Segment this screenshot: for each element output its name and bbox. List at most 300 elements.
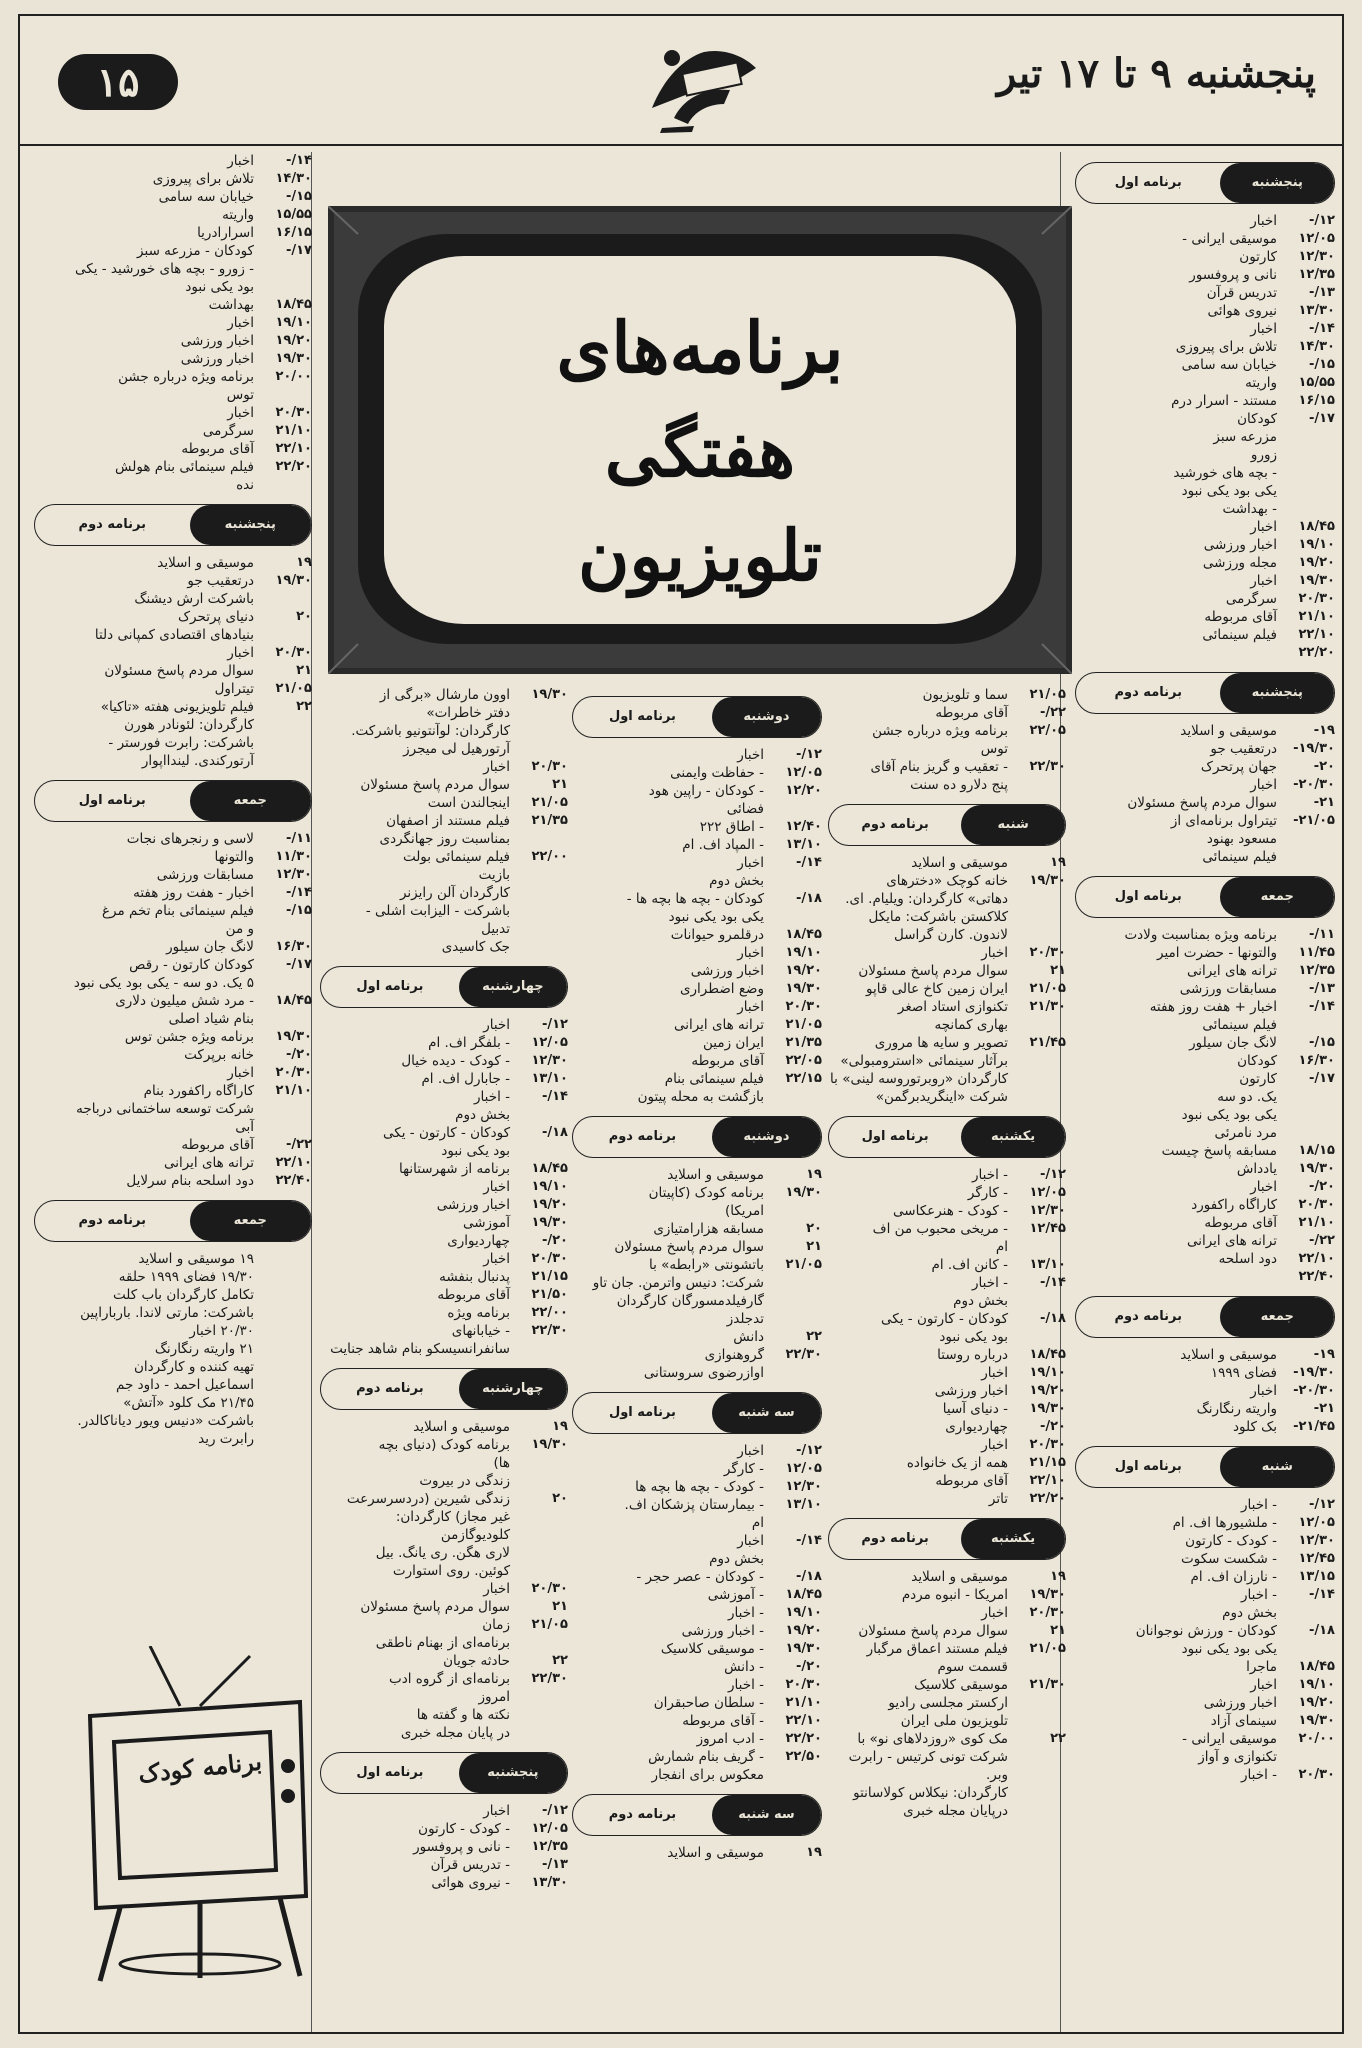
schedule-row bbox=[1075, 248, 1335, 266]
program-title: - جابارل اف. ام bbox=[421, 1071, 510, 1087]
time: ۲۱/۰۵ bbox=[1029, 981, 1066, 996]
time: ۱۳/۳۰ bbox=[1298, 303, 1335, 318]
time: ۲۲/۱۰ bbox=[1029, 1473, 1066, 1488]
schedule-row bbox=[828, 1418, 1066, 1436]
schedule-row bbox=[572, 1460, 822, 1478]
schedule-row bbox=[34, 1028, 312, 1046]
time: ۱۵/۵۵ bbox=[1298, 375, 1335, 390]
time: ۱۴/- bbox=[1308, 1587, 1335, 1602]
schedule-row bbox=[828, 872, 1066, 890]
schedule-row bbox=[34, 974, 312, 992]
time: ۲۱/۳۵ bbox=[531, 813, 568, 828]
program-title: ۱۹ موسیقی و اسلاید bbox=[138, 1251, 254, 1267]
program-title: شرکت توسعه ساختمانی درباجه bbox=[76, 1101, 254, 1117]
program-title: بخش دوم bbox=[455, 1107, 510, 1123]
schedule-row bbox=[572, 1166, 822, 1184]
schedule-row bbox=[320, 1838, 568, 1856]
schedule-row bbox=[34, 1250, 312, 1268]
time: ۲۲ bbox=[552, 1653, 568, 1668]
program-title: سینمای آزاد bbox=[1210, 1713, 1277, 1729]
schedule-row bbox=[572, 746, 822, 764]
schedule-row bbox=[320, 1250, 568, 1268]
time: ۲۰/- bbox=[1308, 1179, 1335, 1194]
program-title: کودکان - مزرعه سبز bbox=[137, 243, 254, 259]
time: ۲۰/- bbox=[1039, 1419, 1066, 1434]
schedule-row bbox=[34, 368, 312, 386]
time: ۲۱/۱۰ bbox=[1298, 609, 1335, 624]
schedule-row bbox=[1075, 848, 1335, 866]
schedule-row bbox=[320, 1214, 568, 1232]
schedule-row bbox=[320, 866, 568, 884]
schedule-row bbox=[34, 716, 312, 734]
schedule-row bbox=[828, 1274, 1066, 1292]
schedule-row bbox=[320, 1340, 568, 1358]
program-title: بخش دوم bbox=[1222, 1605, 1277, 1621]
program-title: امروز bbox=[478, 1689, 510, 1705]
program-section-header bbox=[320, 966, 568, 1008]
schedule-row bbox=[828, 1070, 1066, 1088]
schedule-row bbox=[320, 1418, 568, 1436]
channel-label: برنامه اول bbox=[356, 979, 424, 994]
schedule-row bbox=[572, 1256, 822, 1274]
schedule-row bbox=[34, 752, 312, 770]
schedule-row bbox=[320, 1286, 568, 1304]
schedule-row bbox=[320, 722, 568, 740]
time: ۲۰- bbox=[1313, 759, 1335, 774]
program-title: - تدریس قرآن bbox=[430, 1857, 510, 1873]
time: ۱۳/۱۰ bbox=[785, 1497, 822, 1512]
program-title: اخبار bbox=[737, 855, 764, 871]
program-title: بک کلود bbox=[1232, 1419, 1277, 1435]
program-title: فیلم سینمائی بولت bbox=[402, 849, 510, 865]
schedule-row bbox=[320, 1124, 568, 1142]
program-section-header bbox=[320, 1752, 568, 1794]
time: ۱۴/- bbox=[285, 153, 312, 168]
program-title: بخش دوم bbox=[953, 1293, 1008, 1309]
schedule-row bbox=[1075, 1604, 1335, 1622]
time: ۱۸/۴۵ bbox=[275, 297, 312, 312]
schedule-row bbox=[572, 1274, 822, 1292]
program-title: سوال مردم پاسخ مسئولان bbox=[1127, 795, 1277, 811]
time: ۱۱/۳۰ bbox=[275, 849, 312, 864]
program-title: برنامه ویژه جشن توس bbox=[124, 1029, 254, 1045]
program-title: - المپاد اف. ام bbox=[682, 837, 764, 853]
schedule-row bbox=[320, 1688, 568, 1706]
schedule-row bbox=[1075, 644, 1335, 662]
program-title: - آقای مربوطه bbox=[682, 1713, 764, 1729]
program-title: کارگردان آلن رایزنر bbox=[399, 885, 510, 901]
day-label: پنجشنبه bbox=[459, 1753, 567, 1793]
time: ۲۰/۳۰ bbox=[531, 1581, 568, 1596]
program-title: والتونها bbox=[214, 849, 254, 865]
schedule-row bbox=[1075, 1730, 1335, 1748]
time: ۲۰/۳۰ bbox=[785, 1677, 822, 1692]
schedule-column bbox=[828, 686, 1066, 1820]
schedule-row bbox=[1075, 926, 1335, 944]
channel-label: برنامه دوم bbox=[861, 817, 929, 832]
program-title: موسیقی و اسلاید bbox=[911, 1569, 1008, 1585]
schedule-row bbox=[320, 686, 568, 704]
schedule-row bbox=[828, 1256, 1066, 1274]
schedule-row bbox=[1075, 1250, 1335, 1268]
time: ۱۹/۳۰ bbox=[531, 1437, 568, 1452]
program-section-header bbox=[1075, 876, 1335, 918]
schedule-row bbox=[320, 1634, 568, 1652]
time: ۲۲/۰۰ bbox=[531, 849, 568, 864]
program-title: آرتورهیل لی میجرز bbox=[403, 741, 510, 757]
channel-label: برنامه دوم bbox=[78, 517, 147, 532]
program-title: رابرت رید bbox=[198, 1431, 254, 1447]
schedule-row bbox=[572, 782, 822, 800]
program-title: فیلم مستند از اصفهان bbox=[386, 813, 510, 829]
time: ۲۱/۴۵ bbox=[1029, 1035, 1066, 1050]
program-title: مسابقات ورزشی bbox=[156, 867, 254, 883]
program-title: اخبار bbox=[483, 1017, 510, 1033]
time: ۱۵/- bbox=[1308, 1035, 1335, 1050]
time: ۲۲/- bbox=[1308, 1233, 1335, 1248]
time: ۲۰ bbox=[552, 1491, 568, 1506]
time: ۱۵/- bbox=[1308, 357, 1335, 372]
schedule-row bbox=[320, 1652, 568, 1670]
program-title: چهاردیواری bbox=[447, 1233, 510, 1249]
program-title: اخبار bbox=[1250, 519, 1277, 535]
program-title: برنامه کودک (کاپیتان bbox=[648, 1185, 764, 1201]
program-title: مسابقات ورزشی bbox=[1179, 981, 1277, 997]
schedule-row bbox=[1075, 1712, 1335, 1730]
time: ۱۱/۴۵ bbox=[1298, 945, 1335, 960]
schedule-row bbox=[572, 1202, 822, 1220]
time: ۲۱/۰۵ bbox=[531, 1617, 568, 1632]
time: ۱۹/۳۰ bbox=[275, 573, 312, 588]
day-label: جمعه bbox=[1220, 877, 1334, 917]
schedule-row bbox=[34, 1286, 312, 1304]
schedule-row bbox=[34, 206, 312, 224]
schedule-row bbox=[572, 962, 822, 980]
schedule-row bbox=[572, 1568, 822, 1586]
program-title: اخبار bbox=[981, 945, 1008, 961]
schedule-row bbox=[320, 740, 568, 758]
schedule-row bbox=[320, 1142, 568, 1160]
time: ۲۱ bbox=[1050, 963, 1066, 978]
program-title: بخش دوم bbox=[709, 873, 764, 889]
program-title: نده bbox=[236, 477, 254, 493]
time: ۱۹ bbox=[1050, 1569, 1066, 1584]
schedule-row bbox=[1075, 830, 1335, 848]
program-title: کارتون bbox=[1239, 249, 1277, 265]
program-title: اخبار bbox=[737, 999, 764, 1015]
program-title: ترانه های ایرانی bbox=[1186, 1233, 1277, 1249]
schedule-row bbox=[34, 152, 312, 170]
program-section-header bbox=[828, 1116, 1066, 1158]
schedule-row bbox=[34, 644, 312, 662]
program-title: اوازرضوی سروستانی bbox=[643, 1365, 764, 1381]
time: ۱۲/۰۵ bbox=[1298, 1515, 1335, 1530]
schedule-row bbox=[1075, 1346, 1335, 1364]
program-title: - گریف بنام شمارش bbox=[648, 1749, 764, 1765]
time: ۱۹/۳۰ bbox=[275, 351, 312, 366]
time: ۱۹/۳۰ bbox=[275, 1029, 312, 1044]
time: ۲۰/۳۰ bbox=[275, 645, 312, 660]
time: ۱۳/۱۰ bbox=[785, 837, 822, 852]
schedule-row bbox=[320, 902, 568, 920]
time: ۲۰/۳۰ bbox=[785, 999, 822, 1014]
channel-label: برنامه اول bbox=[1114, 1459, 1182, 1474]
program-title: موسیقی و اسلاید bbox=[1180, 1347, 1277, 1363]
program-title: - کارگر bbox=[723, 1461, 764, 1477]
schedule-row bbox=[1075, 1622, 1335, 1640]
schedule-row bbox=[34, 1064, 312, 1082]
schedule-row bbox=[320, 1580, 568, 1598]
schedule-row bbox=[572, 1088, 822, 1106]
schedule-row bbox=[320, 1562, 568, 1580]
program-title: - کارگر bbox=[967, 1185, 1008, 1201]
time: ۲۰/۳۰ bbox=[1298, 591, 1335, 606]
schedule-row bbox=[828, 722, 1066, 740]
time: ۱۸/- bbox=[1308, 1623, 1335, 1638]
program-title: کارگردان: لوآنتونیو باشرکت. bbox=[351, 723, 510, 739]
time: ۱۲/- bbox=[795, 1443, 822, 1458]
program-title: مجله ورزشی bbox=[1202, 555, 1277, 571]
program-title: امریکا - انبوه مردم bbox=[901, 1587, 1008, 1603]
time: ۱۲/۳۵ bbox=[531, 1839, 568, 1854]
program-title: مستند - اسرار درم bbox=[1171, 393, 1277, 409]
program-section-header bbox=[1075, 162, 1335, 204]
schedule-row bbox=[1075, 1016, 1335, 1034]
program-title: سوال مردم پاسخ مسئولان bbox=[858, 963, 1008, 979]
program-title: موسیقی و اسلاید bbox=[413, 1419, 510, 1435]
schedule-row bbox=[828, 1640, 1066, 1658]
schedule-row bbox=[572, 998, 822, 1016]
time: ۲۰/- bbox=[795, 1659, 822, 1674]
time: ۲۲/۱۰ bbox=[785, 1713, 822, 1728]
schedule-row bbox=[34, 1010, 312, 1028]
time: ۱۹ bbox=[1050, 855, 1066, 870]
program-title: کارگردان «روبرتوروسه لینی» با bbox=[830, 1071, 1008, 1087]
program-title: کودکان کارتون - رقص bbox=[129, 957, 254, 973]
program-title: تهیه کننده و کارگردان bbox=[133, 1359, 254, 1375]
schedule-row bbox=[828, 926, 1066, 944]
program-title: یکی بود یکی نبود bbox=[668, 909, 764, 925]
schedule-row bbox=[828, 1364, 1066, 1382]
schedule-row bbox=[572, 1748, 822, 1766]
program-title: اسرارادریا bbox=[197, 225, 254, 241]
schedule-row bbox=[828, 1436, 1066, 1454]
program-title: مک کوی «روزدلاهای نو» با bbox=[857, 1731, 1008, 1747]
time: ۲۱/۱۵ bbox=[531, 1269, 568, 1284]
schedule-row bbox=[1075, 980, 1335, 998]
schedule-row bbox=[1075, 1418, 1335, 1436]
time: ۲۱/۴۵- bbox=[1293, 1419, 1335, 1434]
schedule-row bbox=[320, 1304, 568, 1322]
time: ۲۲/۰۰ bbox=[531, 1305, 568, 1320]
schedule-row bbox=[34, 1100, 312, 1118]
time: ۲۲/۱۵ bbox=[785, 1071, 822, 1086]
program-title: اخبار ورزشی bbox=[180, 351, 254, 367]
program-title: کاراگاه راکفورد بنام bbox=[143, 1083, 254, 1099]
program-title: بود یکی نبود bbox=[939, 1329, 1008, 1345]
program-title: فیلم سینمائی bbox=[1202, 627, 1277, 643]
schedule-row bbox=[828, 1292, 1066, 1310]
schedule-row bbox=[320, 1436, 568, 1454]
time: ۲۲/۲۰ bbox=[1298, 645, 1335, 660]
time: ۱۲/۴۰ bbox=[785, 819, 822, 834]
program-title: یادداش bbox=[1236, 1161, 1277, 1177]
time: ۲۱ bbox=[806, 1239, 822, 1254]
program-title: دنیای پرتحرک bbox=[177, 609, 254, 625]
page-number: ۱۵ bbox=[58, 54, 178, 110]
program-title: اخبار - هفت روز هفته bbox=[133, 885, 254, 901]
time: ۱۵/۵۵ bbox=[275, 207, 312, 222]
schedule-row bbox=[1075, 356, 1335, 374]
program-title: تلاش برای پیروزی bbox=[1175, 339, 1277, 355]
schedule-row bbox=[1075, 1640, 1335, 1658]
schedule-row bbox=[320, 1454, 568, 1472]
program-title: - کودک - دیده خیال bbox=[401, 1053, 510, 1069]
time: ۱۲/- bbox=[541, 1017, 568, 1032]
schedule-row bbox=[572, 1694, 822, 1712]
time: ۱۳/۱۰ bbox=[1029, 1257, 1066, 1272]
schedule-row bbox=[572, 1514, 822, 1532]
time: ۲۱/۱۰ bbox=[785, 1695, 822, 1710]
program-title: برنامه ویژه درباره جشن bbox=[118, 369, 254, 385]
time: ۲۲/۳۰ bbox=[785, 1347, 822, 1362]
schedule-row bbox=[828, 962, 1066, 980]
schedule-row bbox=[828, 1310, 1066, 1328]
schedule-column bbox=[572, 686, 822, 1862]
schedule-row bbox=[1075, 1214, 1335, 1232]
time: ۲۰/۳۰ bbox=[1298, 1767, 1335, 1782]
time: ۱۳/۳۰ bbox=[531, 1875, 568, 1890]
schedule-row bbox=[34, 1430, 312, 1448]
time: ۱۹/۳۰ bbox=[1029, 1587, 1066, 1602]
schedule-row bbox=[34, 386, 312, 404]
time: ۲۱/۰۵ bbox=[1029, 687, 1066, 702]
program-title: مسابقه هزارامتیازی bbox=[653, 1221, 764, 1237]
time: ۱۸/۴۵ bbox=[1298, 519, 1335, 534]
program-title: بخش دوم bbox=[709, 1551, 764, 1567]
schedule-row bbox=[320, 1820, 568, 1838]
schedule-row bbox=[1075, 1568, 1335, 1586]
schedule-row bbox=[572, 1292, 822, 1310]
time: ۱۹/۳۰ bbox=[1029, 1401, 1066, 1416]
time: ۱۹ bbox=[296, 555, 312, 570]
program-title: اینجالندن است bbox=[427, 795, 510, 811]
schedule-row bbox=[1075, 536, 1335, 554]
schedule-row bbox=[34, 884, 312, 902]
schedule-row bbox=[34, 404, 312, 422]
program-title: چهاردیواری bbox=[945, 1419, 1008, 1435]
program-title: کلاکستن باشرکت: مایکل bbox=[868, 909, 1008, 925]
program-title: فضائی bbox=[726, 801, 764, 817]
schedule-row bbox=[828, 1730, 1066, 1748]
time: ۲۰/۳۰ bbox=[1029, 945, 1066, 960]
program-title: غیر مجاز) کارگردان: bbox=[395, 1509, 510, 1525]
program-title: کارتون bbox=[1239, 1071, 1277, 1087]
program-title: آقای مربوطه bbox=[437, 1287, 510, 1303]
day-label: پنجشنبه bbox=[1220, 163, 1334, 203]
channel-label: برنامه اول bbox=[1114, 175, 1182, 190]
time: ۲۲/۰۵ bbox=[1029, 723, 1066, 738]
time: ۱۲/- bbox=[1308, 213, 1335, 228]
program-title: - نانی و پروفسور bbox=[413, 1839, 510, 1855]
program-section-header bbox=[572, 1794, 822, 1836]
program-title: بهداشت bbox=[208, 297, 254, 313]
program-section-header bbox=[572, 1116, 822, 1158]
schedule-row bbox=[320, 920, 568, 938]
schedule-row bbox=[34, 902, 312, 920]
schedule-row bbox=[572, 1070, 822, 1088]
schedule-row bbox=[572, 1442, 822, 1460]
schedule-row bbox=[828, 776, 1066, 794]
program-title: اخبار bbox=[227, 153, 254, 169]
time: ۱۲/۰۵ bbox=[785, 765, 822, 780]
time: ۱۴/- bbox=[1039, 1275, 1066, 1290]
time: ۲۱/۵۰ bbox=[531, 1287, 568, 1302]
program-section-header bbox=[1075, 1296, 1335, 1338]
program-section-header bbox=[320, 1368, 568, 1410]
schedule-row bbox=[1075, 410, 1335, 428]
schedule-row bbox=[572, 1604, 822, 1622]
schedule-row bbox=[320, 938, 568, 956]
day-label: چهارشنبه bbox=[459, 1369, 567, 1409]
time: ۱۴/- bbox=[541, 1089, 568, 1104]
program-title: خانه کوچک «دخترهای bbox=[886, 873, 1008, 889]
schedule-row bbox=[1075, 1034, 1335, 1052]
day-label: پنجشنبه bbox=[190, 505, 311, 545]
time: ۱۲/۳۵ bbox=[1298, 267, 1335, 282]
schedule-row bbox=[34, 590, 312, 608]
time: ۱۹/۲۰ bbox=[1298, 1695, 1335, 1710]
schedule-row bbox=[34, 476, 312, 494]
program-title: دفتر خاطرات» bbox=[426, 705, 510, 721]
schedule-row bbox=[34, 992, 312, 1010]
program-title: تکامل کارگردان باب کلت bbox=[113, 1287, 254, 1303]
schedule-row bbox=[828, 1604, 1066, 1622]
schedule-row bbox=[1075, 1676, 1335, 1694]
program-title: کارگردان: نیکلاس کولاسانتو bbox=[853, 1785, 1008, 1801]
program-title: مسعود بهنود bbox=[1206, 831, 1277, 847]
schedule-row bbox=[572, 980, 822, 998]
program-title: درباره روستا bbox=[937, 1347, 1008, 1363]
program-title: - کودکان - عصر حجر - bbox=[636, 1569, 764, 1585]
schedule-row bbox=[1075, 962, 1335, 980]
program-title: سوال مردم پاسخ مسئولان bbox=[858, 1623, 1008, 1639]
time: ۱۴/- bbox=[1308, 321, 1335, 336]
program-title: اخبار bbox=[483, 1251, 510, 1267]
program-title: ترانه های ایرانی bbox=[1186, 963, 1277, 979]
channel-label: برنامه اول bbox=[356, 1765, 424, 1780]
schedule-row bbox=[1075, 1196, 1335, 1214]
program-title: اخبار bbox=[227, 315, 254, 331]
program-title: - اخبار bbox=[1241, 1587, 1277, 1603]
schedule-row bbox=[572, 1532, 822, 1550]
program-title: اخبار bbox=[1250, 573, 1277, 589]
schedule-row bbox=[1075, 1766, 1335, 1784]
schedule-row bbox=[572, 1730, 822, 1748]
program-title: - مرد شش میلیون دلاری bbox=[115, 993, 254, 1009]
time: ۱۲/۳۰ bbox=[785, 1479, 822, 1494]
schedule-row bbox=[320, 1874, 568, 1892]
program-title: یکی بود یکی نبود bbox=[1181, 1107, 1277, 1123]
schedule-row bbox=[34, 662, 312, 680]
program-title: سرگرمی bbox=[202, 423, 254, 439]
program-section-header bbox=[828, 1518, 1066, 1560]
time: ۱۹/۳۰ bbox=[531, 687, 568, 702]
program-title: آرتورکندی. لیندااپوار bbox=[141, 753, 254, 769]
day-label: جمعه bbox=[1220, 1297, 1334, 1337]
program-title: - اخبار ورزشی bbox=[681, 1623, 764, 1639]
schedule-row bbox=[1075, 776, 1335, 794]
